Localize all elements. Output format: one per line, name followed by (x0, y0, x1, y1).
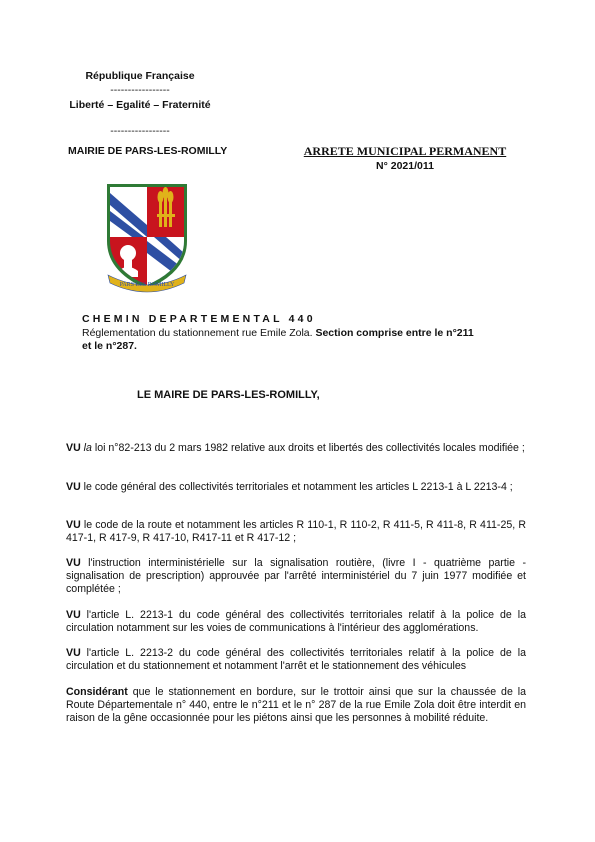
subject-heading: CHEMIN DEPARTEMENTAL 440 (82, 313, 316, 325)
vu-lead: VU (66, 481, 81, 493)
subject-section-end: et le n°287. (82, 340, 137, 352)
vu-paragraph (66, 519, 526, 545)
vu-text: loi n°82-213 du 2 mars 1982 relative aux droits et libertés des collectivités locales modifiée ; (91, 442, 525, 454)
coat-of-arms-icon (104, 181, 190, 293)
considerant-text: que le stationnement en bordure, sur le trottoir ainsi que sur la chaussée de la Route Départementale n° 440, entre le n°211 et le n° 287 de la rue Emile Zola doit être interdit en raison de la gêne occasionnée pour les piétons ainsi que les personnes à mobilité réduite. (66, 686, 526, 724)
vu-paragraph (66, 609, 526, 635)
vu-paragraph (66, 557, 526, 596)
republic-label: République Française (85, 70, 195, 82)
vu-lead: VU (66, 609, 81, 621)
vu-text: l'article L. 2213-2 du code général des collectivités territoriales relatif à la police de la circulation et du stationnement et notamment l'arrêt et le stationnement des véhicules (66, 647, 526, 672)
motto-label: Liberté – Egalité – Fraternité (69, 99, 211, 111)
mairie-label: MAIRIE DE PARS-LES-ROMILLY (68, 145, 228, 157)
vu-first-word: la (83, 442, 92, 454)
arrete-number: N° 2021/011 (376, 160, 434, 172)
vu-text: l'article L. 2213-1 du code général des collectivités territoriales relatif à la police de la circulation notamment sur les voies de communications à l'intérieur des agglomérations. (66, 609, 526, 634)
subject-line (82, 327, 502, 340)
vu-text: le code général des collectivités territoriales et notamment les articles L 2213-1 à L 2213-4 ; (80, 481, 513, 493)
crest-graphic (104, 181, 190, 293)
vu-lead: VU (66, 519, 81, 531)
vu-paragraph (66, 481, 526, 494)
header-separator: ----------------- (110, 84, 170, 96)
subject-section: Section comprise entre le n°211 (315, 327, 474, 339)
subject-text: Réglementation du stationnement rue Emile Zola. (82, 327, 316, 339)
arrete-title: ARRETE MUNICIPAL PERMANENT (303, 144, 507, 158)
header-separator: ----------------- (110, 125, 170, 137)
vu-text: l'instruction interministérielle sur la signalisation routière, (livre I - quatrième partie - signalisation de prescription) approuvée par l'arrêté interministériel du 7 juin 1977 modifiée et complétée ; (66, 557, 526, 595)
vu-text: le code de la route et notamment les articles R 110-1, R 110-2, R 411-5, R 411-8, R 411-25, R 417-1, R 417-9, R 417-10, R417-11 et R 417-12 ; (66, 519, 526, 544)
vu-paragraph (66, 647, 526, 673)
vu-paragraph (66, 442, 526, 455)
vu-lead: VU (66, 442, 81, 454)
considerant-lead: Considérant (66, 686, 128, 698)
maire-heading: LE MAIRE DE PARS-LES-ROMILLY, (137, 389, 320, 401)
vu-lead: VU (66, 557, 81, 569)
crest-motto-band: PARS LES ROMILLY (119, 282, 175, 288)
vu-lead: VU (66, 647, 81, 659)
considerant-paragraph (66, 686, 526, 725)
